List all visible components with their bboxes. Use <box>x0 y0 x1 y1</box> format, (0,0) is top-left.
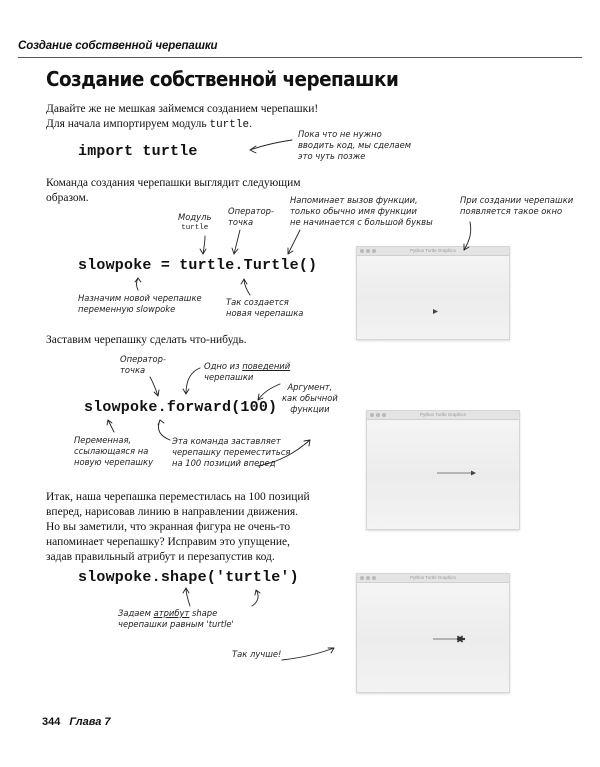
arrow-argument <box>258 384 280 400</box>
note-line: как обычной <box>282 393 338 403</box>
arrow-dot-2 <box>150 377 158 396</box>
window-caption: Python Turtle Graphics <box>410 575 456 580</box>
note-line: на 100 позиций вперед <box>172 458 276 468</box>
shape-line-4: напоминает черепашку? Исправим это упущение, <box>46 536 290 548</box>
note-line: ссылающаяся на <box>74 446 149 456</box>
note-line: появляется такое окно <box>460 206 563 216</box>
intro-line-2-text: Для начала импортируем модуль <box>46 118 210 130</box>
note-line: только обычно имя функции <box>290 206 417 216</box>
arrow-window <box>464 222 471 250</box>
note-underlined: поведений <box>242 361 291 371</box>
note-line: При создании черепашки <box>460 195 574 205</box>
note-line: Назначим новой черепашке <box>78 293 202 303</box>
note-line: черепашки <box>204 372 254 382</box>
code-import: import turtle <box>78 143 198 160</box>
note-line: новую черепашку <box>74 457 154 467</box>
arrow-head <box>250 146 256 153</box>
note-line: вводить код, мы сделаем <box>298 140 412 150</box>
code-forward: slowpoke.forward(100) <box>84 399 278 416</box>
running-head: Создание собственной черепашки <box>18 40 218 52</box>
note-line: точка <box>228 217 254 227</box>
code-create-turtle: slowpoke = turtle.Turtle() <box>78 257 318 274</box>
shape-line-2: вперед, нарисовав линию в направлении движения. <box>46 506 299 518</box>
note-line: черепашки равным 'turtle' <box>118 619 234 629</box>
intro-line-1: Давайте же не мешкая займемся созданием черепашки! <box>46 103 319 115</box>
shape-line-5: задав правильный атрибут и перезапустив код. <box>46 551 275 563</box>
arrow-head <box>135 278 141 282</box>
arrow-how <box>244 279 250 295</box>
arrow-call <box>288 230 300 254</box>
note-underlined: атрибут <box>153 608 190 618</box>
page-footer <box>42 716 111 728</box>
note-line: Переменная, <box>74 435 132 445</box>
note-text: shape <box>189 608 218 618</box>
note-line: Так создается <box>226 297 289 307</box>
arrow-import-note <box>250 140 292 150</box>
chapter-label: Глава 7 <box>69 716 111 728</box>
note-line: переменную slowpoke <box>78 304 176 314</box>
note-line: Оператор- <box>228 206 275 216</box>
forward-paragraph: Заставим черепашку сделать что-нибудь. <box>46 334 247 346</box>
intro-line-2-end: . <box>249 118 252 130</box>
note-line: это чуть позже <box>298 151 366 161</box>
create-line-2: образом. <box>46 192 89 204</box>
note-better: Так лучше! <box>232 649 282 659</box>
note-line: Аргумент, <box>287 382 333 392</box>
arrow-better <box>282 648 334 660</box>
page-number: 344 <box>42 716 61 728</box>
shape-line-1: Итак, наша черепашка переместилась на 100 позиций <box>46 491 310 503</box>
page-title: Создание собственной черепашки <box>46 67 399 91</box>
note-line: Пока что не нужно <box>298 129 382 139</box>
note-line: Модуль <box>178 212 212 222</box>
note-line: точка <box>120 365 146 375</box>
intro-module-name: turtle <box>209 119 250 131</box>
create-line-1: Команда создания черепашки выглядит следующим <box>46 177 301 189</box>
arrow-attribute-2 <box>252 590 258 606</box>
note-line: не начинается с большой буквы <box>290 217 433 227</box>
window-caption: Python Turtle Graphics <box>410 248 456 253</box>
code-shape: slowpoke.shape('turtle') <box>78 569 299 586</box>
note-line: Напоминает вызов функции, <box>290 195 418 205</box>
note-line: Эта команда заставляет <box>172 436 281 446</box>
note-text: Одно из <box>204 361 243 371</box>
window-caption: Python Turtle Graphics <box>420 412 466 417</box>
note-module-name: turtle <box>181 224 209 232</box>
note-line: черепашку переместиться <box>172 447 291 457</box>
arrow-command-window <box>258 440 310 466</box>
note-line: Оператор- <box>120 354 167 364</box>
note-line: новая черепашка <box>226 308 304 318</box>
note-text: Задаем <box>118 608 154 618</box>
shape-line-3: Но вы заметили, что экранная фигура не очень-то <box>46 521 291 533</box>
note-line: функции <box>290 404 330 414</box>
